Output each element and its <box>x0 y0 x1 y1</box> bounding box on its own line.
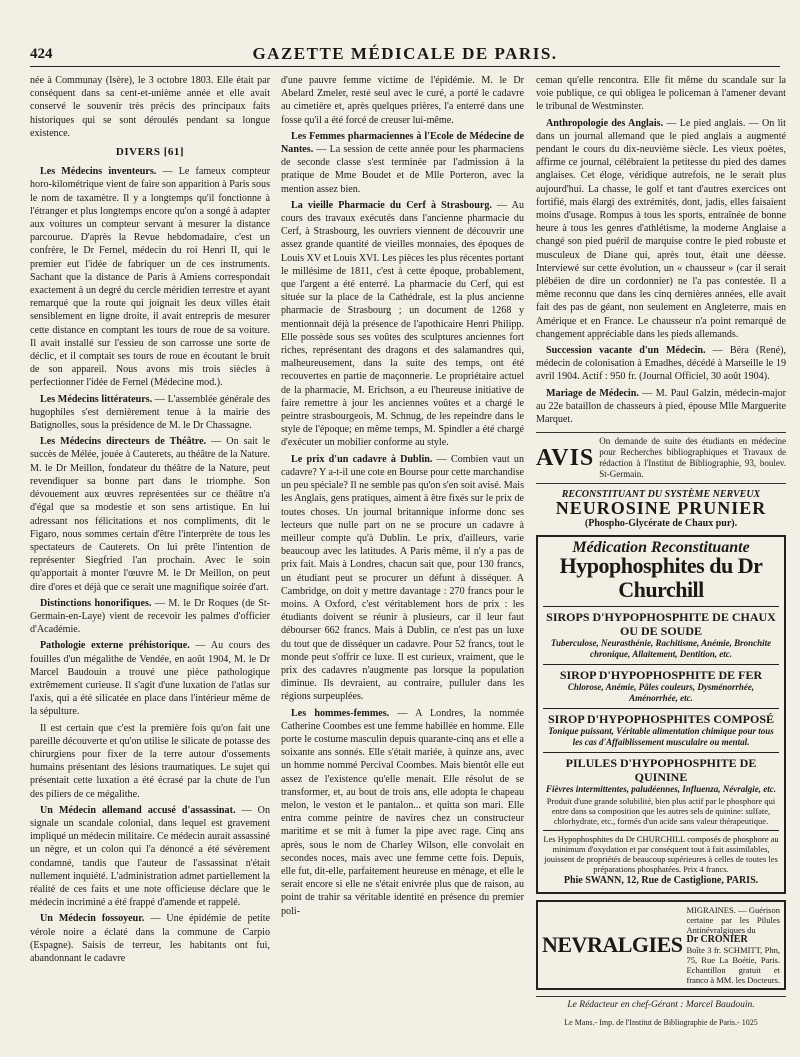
header-rule <box>30 66 780 67</box>
ad-footer: Les Hypophosphites du Dr CHURCHILL composés de phosphore au minimum d'oxydation et par conséquent tout à fait assimilables, jouissent de propriétés de beaucoup supérieures à celles de toutes les préparations phosphatées. Prix 4 francs. <box>543 830 779 874</box>
neurosine-name: NEUROSINE PRUNIER <box>555 498 767 519</box>
article <box>30 435 270 593</box>
article-text: — On signale un scandale colonial, dans lequel est gravement impliqué un médecin militaire. Ce médecin aurait assassiné un nègre, et un colon qui l'a dénoncé a été sévèrement condamné, tandis que l'auteur de l'assassinat n'était nullement inquiété. L'administration admet partiellement la réalité de ces faits et une note officieuse déclare que le médecin incriminé a été frappé d'amende et rappelé. <box>30 804 270 909</box>
nevralgies-details <box>686 905 780 985</box>
avis-ad <box>536 432 786 484</box>
avis-text: On demande de suite des étudiants en médecine pour Recherches bibliographiques et Travaux de rédaction à l'Institut de Bibliographie, 93, boulev. St-Germain. <box>599 436 786 480</box>
nevralgies-line: MIGRAINES. — Guérison certaine par les Pilules Antinévralgiques du <box>686 905 780 936</box>
article <box>30 804 270 910</box>
neurosine-tagline: RECONSTITUANT DU SYSTÈME NERVEUX <box>561 489 761 501</box>
paragraph: ceman qu'elle rencontra. Elle fit même du scandale sur la voie publique, ce qui obligea le policeman à l'amener devant le tribunal de Westminster. <box>536 75 786 113</box>
product-indications: Chlorose, Anémie, Pâles couleurs, Dysménorrhée, Aménorrhée, etc. <box>567 682 755 704</box>
article-text: — Une épidémie de petite vérole noire a éclaté dans la commune de Carpio (Espagne). Saisis de terreur, les habitants ont fui, abandonnant le cadavre <box>30 913 271 964</box>
nevralgies-ad <box>536 900 786 990</box>
article-title: Les Femmes pharmaciennes à l'Ecole de Médecine de Nantes. <box>281 130 524 156</box>
article <box>281 130 524 196</box>
product-indications: Fièvres intermittentes, paludéennes, Influenza, Névralgie, etc. <box>546 784 776 795</box>
article-title: Anthropologie des Anglais. <box>546 117 664 129</box>
article <box>30 639 270 718</box>
article <box>30 912 270 965</box>
paragraph: d'une pauvre femme victime de l'épidémie. M. le Dr Abelard Zmeler, resté seul avec le curé, a porté le cadavre au cimetière et, après quelques prières, l'a enterré dans une fosse qu'il a été forcé de creuser lui-même. <box>281 75 524 126</box>
article-text: — Le fameux compteur horo-kilométrique vient de faire son apparition à Paris sous le nom de taxamètre. Il y a longtemps qu'il fonctionne à l'étranger et plus longtemps encore qu'on a songé à adapter aux voitures un compteur servant à mesurer la distance parcourue. D'après la Revue hebdomadaire, c'est un confrère, le Dr Fernel, médecin du roi Henri II, qui le premier eut l'idée de fabriquer un de ces instruments. Sachant que la distance de Paris à Amiens correspondait exactement à un degré du cercle méridien terrestre et ayant remarqué que la route qui joignait les deux villes était sensiblement en ligne droite, il avait entrepris de mesurer cette distance en comptant les tours de roue de sa voiture. Il avait installé sur l'essieu de son carrosse une sorte de déclic, et il comptait ses tours de roue en écoutant le bruit de son appareil. Nous avons mis trois siècles à perfectionner l'idée de Fernel (Médecine mod.). <box>30 166 271 389</box>
article-text: — La session de cette année pour les pharmaciens de seconde classe s'est terminée par l'admission à la pratique de Mme Boudet et de Mlle Porteron, avec la mention assez bien. <box>281 144 524 195</box>
paragraph: Il est certain que c'est la première fois qu'on fait une pareille découverte et qu'on utilise le silicate de potasse des chirurgiens pour fixer de la terre autour d'ossements humains présentant des lésions traumatiques. Le sujet qui présentait cette luxation a été écrasé par la chute de l'un des piliers de ce mégalithe. <box>30 722 270 800</box>
nevralgies-word: NEVRALGIES <box>542 932 683 958</box>
ad-title: Hypophosphites du Dr Churchill <box>559 553 763 603</box>
article-title: Pathologie externe préhistorique. <box>40 640 190 652</box>
ad-address: Phie SWANN, 12, Rue de Castiglione, PARIS. <box>563 875 759 887</box>
article-title: La vieille Pharmacie du Cerf à Strasbourg. <box>291 199 492 211</box>
article-title: Les Médecins littérateurs. <box>40 393 153 405</box>
page-header <box>30 40 780 68</box>
paragraph: née à Communay (Isère), le 3 octobre 1803. Elle était par conséquent dans sa cent-et-unième année et elle avait conservé le souvenir très précis des principaux faits historiques qui se sont déroulés pendant sa longue existence. <box>30 75 270 139</box>
article-text: — Au cours des fouilles d'un mégalithe de Vendée, en août 1904, M. le Dr Marcel Baudouin a trouvé une pièce pathologique extrêmement curieuse. Il s'agit d'une luxation de l'atlas sur l'axis, qui a été silicatée en place dans l'intérieur même de la sépulture. <box>30 640 270 718</box>
product-name: PILULES D'HYPOPHOSPHITE DE QUININE <box>565 756 757 785</box>
column-3 <box>536 74 786 1030</box>
product-name: SIROPS D'HYPOPHOSPHITE DE CHAUX OU DE SOUDE <box>546 610 776 639</box>
column-2 <box>281 74 524 921</box>
article-title: Les hommes-femmes. <box>291 707 390 719</box>
article-text: — Le pied anglais. — On lit dans un journal allemand que le pied anglais a augmenté pendant le cours du dix-neuvième siècle. Les vieux poètes, affirme ce journal, célébraient la petitesse du pied des dames anglaises. Cet éloge, véridique autrefois, ne le serait plus aujourd'hui. La chasse, le golf et tant d'autres exercices ont fortifié, mais élargi des extrémités, dont, jadis, elles faisaient moins d'usage. Rompus à tous les sports, entraînée de bonne heure à tous les genres d'athlétisme, la moderne Anglaise a changé son pied puéril de marquise contre le pied robuste et musculeux de Diane qui, après tout, était une déesse. Interviewé sur cette évolution, un « chausseur » (car il serait plébéien de dire un cordonnier) ne l'a pas contestée. Il a même reconnu que dans les cinq dernières années, elle avait fait des pas de géant, non seulement en Angleterre, mais en Amérique et en France. Le chausseur n'a point remarqué de changement appréciable dans les pieds allemands. <box>536 117 786 340</box>
article <box>30 393 270 433</box>
article-text: — M. Paul Galzin, médecin-major au 22e bataillon de chasseurs à pied, épouse Mlle Marguerite Marquet. <box>536 387 786 426</box>
article <box>536 117 786 341</box>
product-block <box>543 606 779 660</box>
section-heading: DIVERS [61] <box>115 146 185 159</box>
product-indications: Tuberculose, Neurasthénie, Rachitisme, Anémie, Bronchite chronique, Allaitement, Dentition, etc. <box>550 638 772 660</box>
article-title: Les Médecins inventeurs. <box>40 166 157 178</box>
journal-title: GAZETTE MÉDICALE DE PARIS. <box>252 44 558 63</box>
article <box>30 597 270 637</box>
product-block <box>543 708 779 748</box>
article-title: Un Médecin allemand accusé d'assassinat. <box>40 804 236 816</box>
ad-heading: Médication Reconstituante <box>572 538 750 556</box>
article-text: — On sait le succès de Mélée, jouée à Cauterets, au théâtre de la Nature. M. le Dr Meillon, fondateur du théâtre de la Nature, peut revendiquer sa bonne part dans le triomphe. Son dévouement aux œuvres représentées sur ce théâtre n'a d'égal que sa modestie et son sens artistique. En lui adressant nos félicitations et nos compliments, dit le Figaro, nous sommes certain d'être l'interprète de tous les spectateurs de Cauterets. On lui prête l'intention de représenter Siegfried l'an prochain. Avec le soin qu'apportait à monter l'œuvre M. le Dr Meillon, on peut dire d'ores et déjà que ce serait une magnifique soirée d'art. <box>30 436 270 593</box>
product-name: SIROP D'HYPOPHOSPHITES COMPOSÉ <box>547 712 775 727</box>
imprint-line: Le Mans.- Imp. de l'Institut de Bibliographie de Paris.- 1025 <box>564 1018 758 1028</box>
article <box>281 199 524 450</box>
product-indications: Tonique puissant, Véritable alimentation chimique pour tous les cas d'Affaiblissement musculaire ou mental. <box>548 726 774 748</box>
article-title: Un Médecin fossoyeur. <box>40 913 145 925</box>
article-text: — Combien vaut un cadavre? Y a-t-il une cote en Bourse pour cette marchandise un peu spéciale? Il ne semble pas qu'on s'en soit avisé. Mais les Anglais, gens pratiques, aiment à être fixés sur le prix de toutes choses. Un journal britannique informe donc ses lecteurs que nulle part on ne se procure un cadavre à meilleur compte qu'à Dublin. Le prix, d'ailleurs, varie beaucoup avec les latitudes. A Paris même, il n'y a pas de prix fait. Mais à Londres, chacun sait que, pour 130 francs, un étudiant peut se procurer un défunt à disséquer. A Cambridge, on doit y mettre davantage : 270 francs pour le moins. A Oxford, c'est véritablement hors de prix : les étudiants doivent se réunir à plusieurs, car il leur faut débourser 662 francs. Mais à Dublin, ce n'est pas un luxe du tout que de disséquer un cadavre. Pour 52 francs, tout le monde peut s'offrir ce luxe. Il est curieux, vraiment, que le prix des cadavres n'augmente pas lorsque la population diminue. Ils devraient, au contraire, pulluler dans les régions surpeuplées. <box>281 453 524 703</box>
article-title: Succession vacante d'un Médecin. <box>546 345 706 357</box>
article <box>30 165 270 389</box>
page-number: 424 <box>30 46 53 62</box>
article <box>281 707 524 918</box>
neurosine-ad <box>536 488 786 530</box>
article <box>281 453 524 704</box>
article-title: Le prix d'un cadavre à Dublin. <box>291 453 433 465</box>
editor-line: Le Rédacteur en chef-Gérant : Marcel Baudouin. <box>536 996 786 1012</box>
article-title: Mariage de Médecin. <box>546 387 639 399</box>
article <box>536 344 786 384</box>
article-text: — Béra (René), médecin de colonisation à Emadhes, décédé à Marseille le 19 avril 1904. Actif : 950 fr. (Journal Officiel, 30 août 1904). <box>536 345 786 383</box>
article-text: — Au cours des travaux exécutés dans l'ancienne pharmacie du Cerf, à Strasbourg, les ouvriers viennent de découvrir une assez grande quantité de vieilles monnaies, des époques de Louis XV et Louis XVI. Les pièces les plus récentes portant le millésime de 1811, c'est à cette époque, probablement, que l'argent a été enterré. La pharmacie du Cerf, qui est située sur la place de la Cathédrale, est la plus ancienne pharmacie de Strasbourg ; un document de 1268 y mentionnait déjà la présence de l'apothicaire Henri Philipp. Elle possède sous ses voûtes des sculptures anciennes fort riches, représentant des dragons et des salamandres qui, malheureusement, dans la suite des temps, ont été recouvertes en partie de maçonnerie. Le propriétaire actuel de la pharmacie, M. Erichson, a eu l'heureuse initiative de faire remettre à jour les anciennes voûtes et a chargé le peintre strasbourgeois, M. Schnug, de les repeindre dans le style de l'époque; en même temps, M. Spindler a été chargé d'exécuter un mobilier conforme au style. <box>281 199 525 449</box>
article-title: Les Médecins directeurs de Théâtre. <box>40 436 207 448</box>
article-text: — M. le Dr Roques (de St-Germain-en-Laye) vient de recevoir les palmes d'officier d'Académie. <box>30 597 271 636</box>
column-1 <box>30 74 270 968</box>
article-text: — L'assemblée générale des hugophiles s'est dernièrement tenue à la mairie des Batignolles, sous la présidence de M. le Dr Chassagne. <box>30 393 270 432</box>
article-text: — A Londres, la nommée Catherine Coombes est une femme habillée en homme. Elle porte le costume masculin depuis quarante-cinq ans et elle a soixante ans sonnés. Elle s'était mariée, à quinze ans, avec un homme nommé Percival Coombes. Mais bientôt elle eut assez de l'existence qu'elle menait. Elle résolut de se transformer, et, au bout de trois ans, elle adopta le chapeau melon, le veston et le pantalon... et quitta son mari. Elle entra comme peintre de navires chez un constructeur maritime et se mit à fumer la pipe avec rage. Cinq ans après, sous le nom de Charley Wilson, elle convolait en secondes noces, mais avec une femme cette fois. Depuis, elle fut, dit-elle, parfaitement heureuse en ménage, et elle le serait encore si elle ne s'était enivrée plus que de raison, au point de trahir sa véritable identité en présence du premier poli- <box>281 707 525 917</box>
nevralgies-brand: Dr CRONIER <box>686 934 748 946</box>
article-title: Distinctions honorifiques. <box>40 597 152 609</box>
product-block <box>543 664 779 704</box>
product-block <box>543 752 779 826</box>
neurosine-subtitle: (Phospho-Glycérate de Chaux pur). <box>584 517 738 529</box>
hypophosphites-ad <box>536 535 786 894</box>
nevralgies-line: Boîte 3 fr. SCHMITT, Phn, 75, Rue La Boétie, Paris. Echantillon gratuit et franco à MM. les Docteurs. <box>686 945 780 986</box>
product-note: Produit d'une grande solubilité, bien plus actif par le phosphore qui entre dans sa composition que les autres sels de quinine: sulfate, chlorhydrate, etc., formés d'un acide sans valeur thérapeutique. <box>546 796 776 827</box>
product-name: SIROP D'HYPOPHOSPHITE DE FER <box>559 668 763 683</box>
article <box>536 387 786 427</box>
avis-word: AVIS <box>536 444 595 471</box>
